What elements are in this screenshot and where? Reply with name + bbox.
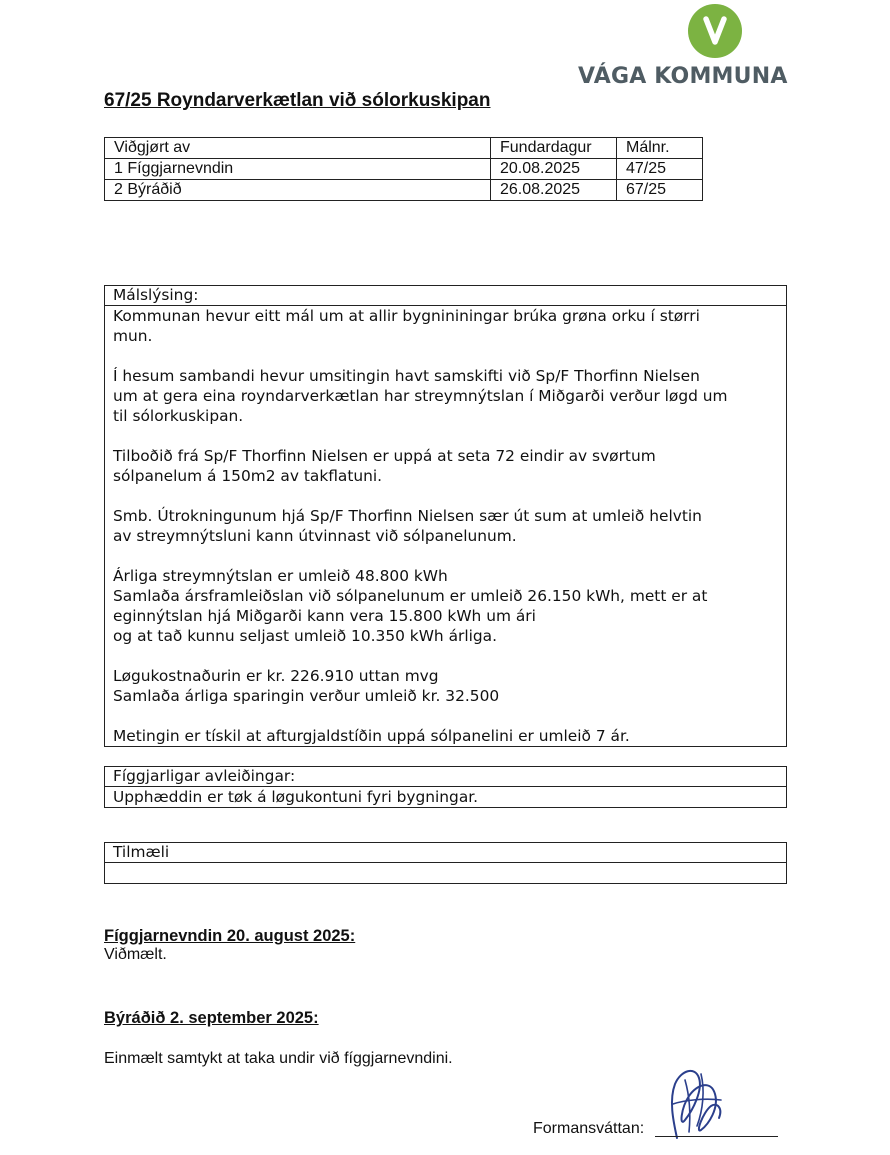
financial-text: Upphæddin er tøk á løgukontuni fyri bygningar. — [113, 788, 479, 806]
table-cell: 26.08.2025 — [491, 180, 617, 201]
recommendation-box — [104, 842, 787, 884]
municipality-name: VÁGA KOMMUNA — [578, 64, 788, 89]
table-row — [105, 159, 703, 180]
table-header-cell: Fundardagur — [491, 138, 617, 159]
description-line: og at tað kunnu seljast umleið 10.350 kWh árliga. — [113, 627, 497, 645]
paragraph-gap — [113, 706, 786, 726]
description-line: til sólorkuskipan. — [113, 407, 244, 425]
description-line: Smb. Útrokningunum hjá Sp/F Thorfinn Nielsen sær út sum at umleið helvtin — [113, 507, 702, 525]
handling-table — [104, 137, 703, 201]
description-line: eginnýtslan hjá Miðgarði kann vera 15.800 kWh um ári — [113, 607, 536, 625]
description-line: Metingin er tískil at afturgjaldstíðin uppá sólpanelini er umleið 7 ár. — [113, 727, 630, 745]
table-header-cell: Viðgjørt av — [105, 138, 491, 159]
table-cell: 67/25 — [617, 180, 703, 201]
table-header-cell: Málnr. — [617, 138, 703, 159]
paragraph-gap — [113, 646, 786, 666]
paragraph-gap — [113, 486, 786, 506]
table-cell: 47/25 — [617, 159, 703, 180]
paragraph-gap — [113, 426, 786, 446]
table-cell: 20.08.2025 — [491, 159, 617, 180]
paragraph-gap — [113, 546, 786, 566]
case-title: 67/25 Royndarverkætlan við sólorkuskipan — [104, 90, 491, 111]
table-header-row — [105, 138, 703, 159]
table-row — [105, 180, 703, 201]
description-line: sólpanelum á 150m2 av takflatuni. — [113, 467, 383, 485]
description-line: Løgukostnaðurin er kr. 226.910 uttan mvg — [113, 667, 439, 685]
table-cell: 2 Býráðið — [105, 180, 491, 201]
financial-header: Fíggjarligar avleiðingar: — [105, 767, 786, 787]
financial-box — [104, 766, 787, 808]
description-line: Samlaða ársframleiðslan við sólpanelunum er umleið 26.150 kWh, mett er at — [113, 587, 708, 605]
table-cell: 1 Fíggjarnevndin — [105, 159, 491, 180]
municipality-logo-icon — [688, 4, 742, 58]
signature-line — [655, 1136, 778, 1137]
case-description-box — [104, 285, 787, 747]
committee-heading: Fíggjarnevndin 20. august 2025: — [104, 927, 356, 945]
council-heading: Býráðið 2. september 2025: — [104, 1009, 319, 1027]
recommendation-header: Tilmæli — [105, 843, 786, 863]
description-line: mun. — [113, 327, 153, 345]
description-body — [105, 306, 786, 746]
paragraph-gap — [113, 346, 786, 366]
description-header: Málslýsing: — [105, 286, 786, 306]
description-line: um at gera eina royndarverkætlan har streymnýtslan í Miðgarði verður løgd um — [113, 387, 728, 405]
signature-label: Formansváttan: — [533, 1120, 645, 1137]
description-line: Árliga streymnýtslan er umleið 48.800 kWh — [113, 567, 448, 585]
description-line: Tilboðið frá Sp/F Thorfinn Nielsen er uppá at seta 72 eindir av svørtum — [113, 447, 656, 465]
description-line: Samlaða árliga sparingin verður umleið kr. 32.500 — [113, 687, 500, 705]
description-line: av streymnýtsluni kann útvinnast við sólpanelunum. — [113, 527, 517, 545]
description-line: Kommunan hevur eitt mál um at allir bygnininingar brúka grøna orku í størri — [113, 307, 700, 325]
council-decision: Einmælt samtykt at taka undir við fíggjarnevndini. — [104, 1050, 453, 1067]
description-line: Í hesum sambandi hevur umsitingin havt samskifti við Sp/F Thorfinn Nielsen — [113, 367, 700, 385]
committee-decision: Viðmælt. — [104, 946, 167, 963]
